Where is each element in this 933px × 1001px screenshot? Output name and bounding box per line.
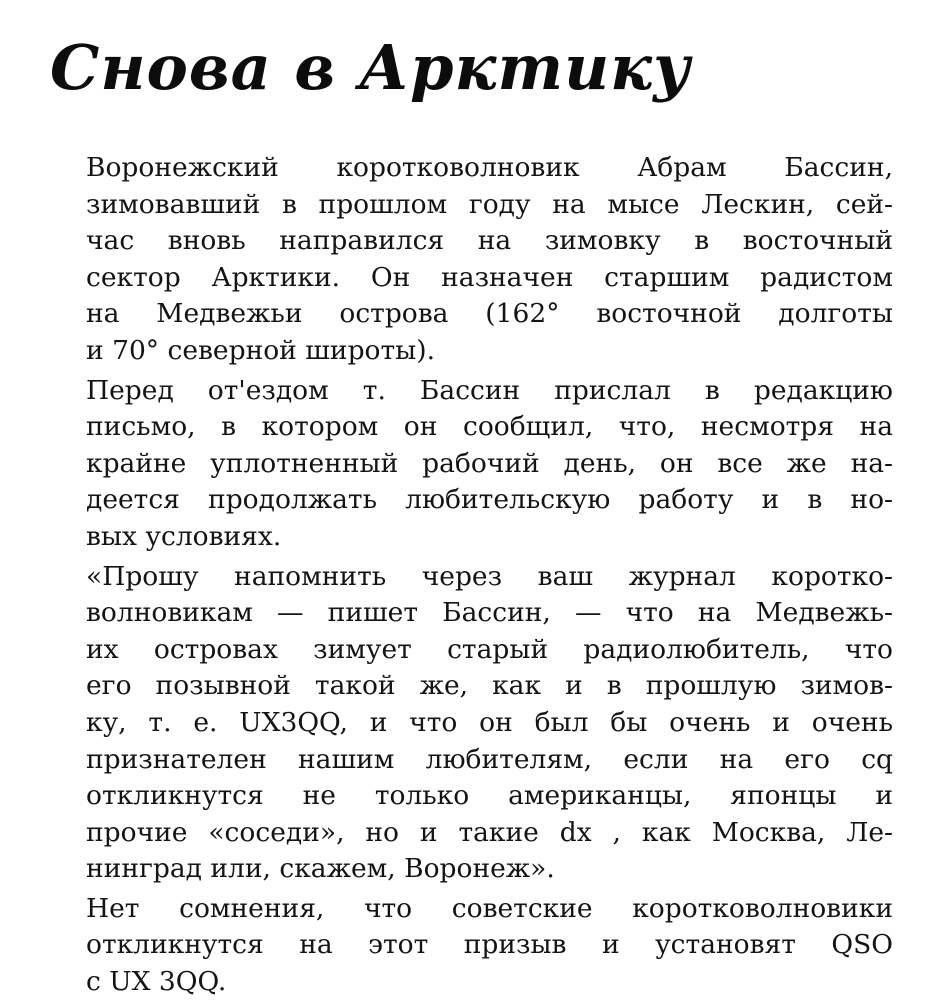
- text-line: Перед от'ездом т. Бассин прислал в редакцию: [86, 374, 893, 406]
- text-line: откликнутся на этот призыв и установят QSO: [86, 929, 893, 961]
- text-line: крайне уплотненный рабочий день, он все же на-: [86, 447, 893, 479]
- paragraph-2: [50, 373, 893, 556]
- text-line: «Прошу напомнить через ваш журнал коротко-: [86, 560, 893, 592]
- text-line: ку, т. е. UX3QQ, и что он был бы очень и очень: [86, 706, 893, 738]
- text-line: зимовавший в прошлом году на мысе Лескин, сей-: [86, 188, 893, 220]
- text-line: нинград или, скажем, Воронеж».: [86, 853, 555, 885]
- text-line: час вновь направился на зимовку в восточный: [86, 225, 893, 257]
- text-line: и 70° северной широты).: [86, 334, 436, 366]
- text-line: его позывной такой же, как и в прошлую зимов-: [86, 670, 893, 702]
- text-line: письмо, в котором он сообщил, что, несмотря на: [86, 411, 893, 443]
- text-line: Воронежский коротковолновик Абрам Бассин,: [86, 152, 893, 183]
- text-line: их островах зимует старый радиолюбитель, что: [86, 633, 893, 665]
- paragraph-1: [50, 150, 893, 370]
- article-title: Снова в Арктику: [50, 31, 692, 104]
- text-line: волновикам — пишет Бассин, — что на Медвежь-: [86, 597, 893, 629]
- paragraph-3: [50, 559, 893, 888]
- text-line: признателен нашим любителям, если на его cq: [86, 743, 893, 775]
- text-line: деется продолжать любительскую работу и в но-: [86, 484, 893, 516]
- text-line: с UX 3QQ.: [86, 966, 227, 998]
- text-line: на Медвежьи острова (162° восточной долготы: [86, 298, 893, 330]
- text-line: сектор Арктики. Он назначен старшим радистом: [86, 261, 893, 293]
- paragraph-4: [50, 891, 893, 1001]
- text-line: Нет сомнения, что советские коротковолновики: [86, 892, 893, 924]
- text-line: откликнутся не только американцы, японцы и: [86, 780, 893, 812]
- text-line: вых условиях.: [86, 520, 282, 552]
- text-line: прочие «соседи», но и такие dx , как Москва, Ле-: [86, 816, 893, 848]
- article-body: [50, 150, 893, 1001]
